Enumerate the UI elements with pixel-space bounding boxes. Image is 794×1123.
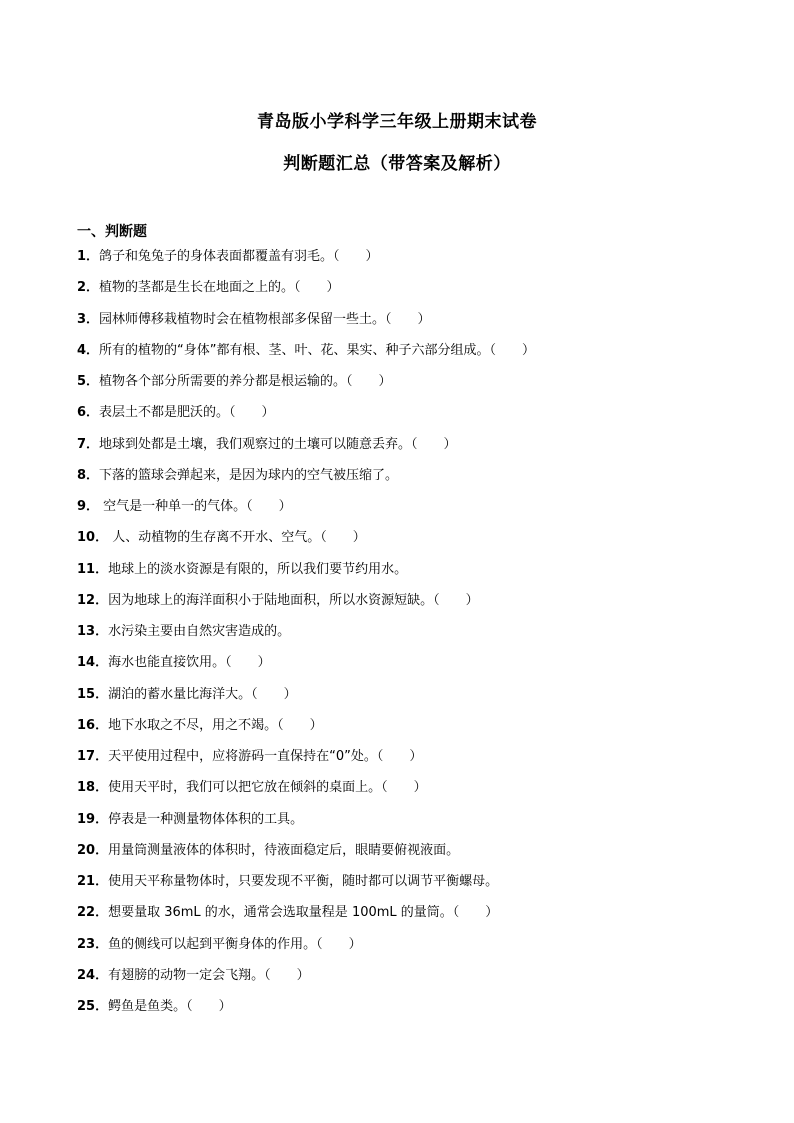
question-text: 鳄鱼是鱼类。（ ） [108, 999, 232, 1014]
question-text: 使用天平时，我们可以把它放在倾斜的桌面上。（ ） [108, 780, 427, 796]
question-text: 空气是一种单一的气体。（ ） [99, 499, 292, 514]
question-number: 21． [77, 874, 109, 889]
question-item [77, 777, 757, 808]
question-item [77, 746, 757, 777]
question-list [77, 246, 757, 1027]
question-item [77, 996, 757, 1027]
question-item [77, 965, 757, 996]
question-number: 2． [77, 280, 100, 296]
question-number: 12． [77, 592, 109, 608]
question-number: 10． [77, 530, 109, 546]
question-number: 1． [77, 249, 100, 264]
question-item [77, 934, 757, 965]
question-number: 3． [77, 311, 100, 327]
document-title: 青岛版小学科学三年级上册期末试卷 [257, 112, 537, 132]
question-number: 14． [77, 655, 109, 671]
question-number: 7． [77, 436, 100, 452]
question-text: 湖泊的蓄水量比海洋大。（ ） [108, 686, 297, 702]
question-number: 13． [77, 624, 109, 639]
question-item [77, 402, 757, 433]
question-number: 20． [77, 842, 109, 858]
question-text: 用量筒测量液体的体积时，待液面稳定后，眼睛要俯视液面。 [108, 842, 460, 858]
question-number: 5． [77, 374, 100, 389]
question-text: 表层土不都是肥沃的。（ ） [99, 405, 275, 421]
question-number: 19． [77, 811, 109, 827]
question-item [77, 590, 757, 621]
question-text: 地球上的淡水资源是有限的，所以我们要节约用水。 [108, 561, 408, 577]
question-text: 地球到处都是土壤，我们观察过的土壤可以随意丢弃。（ ） [99, 436, 457, 452]
question-number: 24． [77, 967, 109, 983]
question-item [77, 809, 757, 840]
question-item [77, 902, 757, 933]
question-item [77, 277, 757, 308]
question-text: 植物各个部分所需要的养分都是根运输的。（ ） [99, 374, 392, 389]
question-item [77, 246, 757, 277]
question-number: 22． [77, 905, 109, 921]
question-text: 所有的植物的“身体”都有根、茎、叶、花、果实、种子六部分组成。（ ） [99, 342, 536, 358]
question-item [77, 309, 757, 340]
question-item [77, 527, 757, 558]
question-item [77, 652, 757, 683]
question-item [77, 434, 757, 465]
question-text: 水污染主要由自然灾害造成的。 [108, 624, 291, 639]
question-text: 有翅膀的动物一定会飞翔。（ ） [108, 967, 310, 983]
question-number: 6． [77, 405, 100, 421]
question-text: 使用天平称量物体时，只要发现不平衡，随时都可以调节平衡螺母。 [108, 874, 499, 889]
question-number: 11． [77, 561, 109, 577]
question-item [77, 684, 757, 715]
question-text: 鱼的侧线可以起到平衡身体的作用。（ ） [108, 936, 362, 952]
question-text: 因为地球上的海洋面积小于陆地面积，所以水资源短缺。（ ） [108, 592, 479, 608]
section-heading: 一、判断题 [77, 224, 147, 240]
question-number: 25． [77, 999, 109, 1014]
question-item [77, 715, 757, 746]
question-text: 鸽子和兔兔子的身体表面都覆盖有羽毛。（ ） [99, 249, 379, 264]
question-item [77, 371, 757, 402]
question-item [77, 465, 757, 496]
question-text: 天平使用过程中，应将游码一直保持在“0”处。（ ） [108, 749, 423, 764]
question-number: 16． [77, 717, 109, 733]
question-text: 人、动植物的生存离不开水、空气。（ ） [108, 530, 366, 546]
question-text: 停表是一种测量物体体积的工具。 [108, 811, 304, 827]
question-item [77, 559, 757, 590]
question-item [77, 496, 757, 527]
question-number: 23． [77, 936, 109, 952]
question-item [77, 340, 757, 371]
question-number: 17． [77, 749, 109, 764]
question-text: 海水也能直接饮用。（ ） [108, 655, 271, 671]
question-text: 园林师傅移栽植物时会在植物根部多保留一些土。（ ） [99, 311, 431, 327]
question-number: 9． [77, 499, 100, 514]
question-number: 4． [77, 342, 100, 358]
question-text: 植物的茎都是生长在地面之上的。（ ） [99, 280, 340, 296]
question-text: 想要量取 36mL 的水，通常会选取量程是 100mL 的量筒。（ ） [108, 905, 499, 921]
question-text: 下落的篮球会弹起来，是因为球内的空气被压缩了。 [99, 467, 399, 483]
question-item [77, 621, 757, 652]
question-number: 8． [77, 467, 100, 483]
question-number: 15． [77, 686, 109, 702]
question-item [77, 840, 757, 871]
question-number: 18． [77, 780, 109, 796]
question-item [77, 871, 757, 902]
document-subtitle: 判断题汇总（带答案及解析） [283, 154, 511, 174]
question-text: 地下水取之不尽，用之不竭。（ ） [108, 717, 323, 733]
